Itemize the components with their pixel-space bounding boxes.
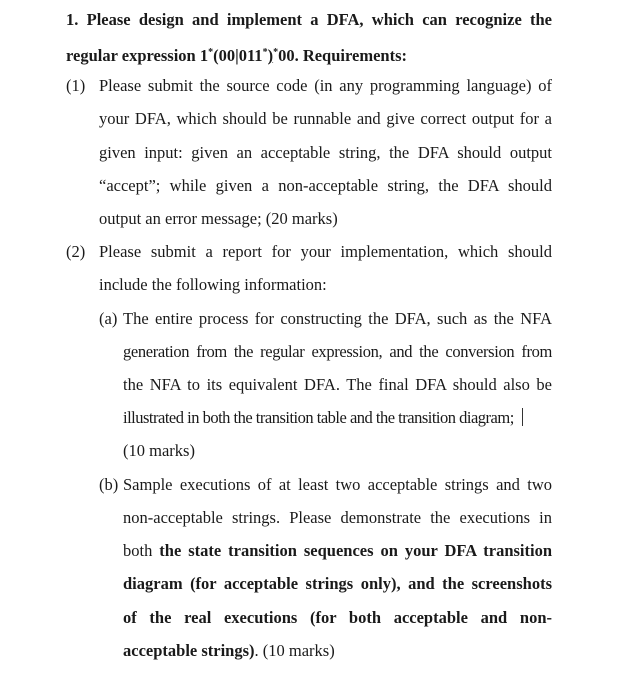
question-number: 1.: [66, 10, 79, 29]
req2a-marker: (a): [99, 309, 118, 328]
req1-line-4: “accept”; while given a non-acceptable string, the DFA should: [99, 176, 552, 195]
req2b-line-3: both the state transition sequences on your DFA transition: [123, 541, 553, 560]
req2a-line-3: the NFA to its equivalent DFA. The final DFA should also be: [123, 375, 552, 394]
req2a-line-4: illustrated in both the transition table and the transition diagram;: [123, 408, 523, 428]
req1-marker: (1): [66, 76, 86, 95]
req2b-line-5: of the real executions (for both acceptable and non-: [123, 608, 552, 627]
req1-line-3: given input: given an acceptable string, the DFA should output: [99, 143, 552, 162]
question-title-line-2: regular expression 1*(00|011*)*00. Requirements:: [66, 46, 407, 65]
req2b-line-2: non-acceptable strings. Please demonstrate the executions in: [123, 508, 552, 527]
req2-line-1: Please submit a report for your implementation, which should: [99, 242, 552, 261]
req2b-marker: (b): [99, 475, 119, 494]
req2a-line-5: (10 marks): [123, 441, 195, 460]
text-cursor: [522, 408, 523, 426]
question-title-text: Please design and implement a DFA, which can recognize the: [86, 10, 553, 29]
req1-line-2: your DFA, which should be runnable and give correct output for a: [99, 109, 552, 128]
req2a-line-2: generation from the regular expression, and the conversion from: [123, 342, 552, 361]
req2-line-2: include the following information:: [99, 275, 327, 294]
req2a-line-1: The entire process for constructing the DFA, such as the NFA: [123, 309, 552, 328]
req1-line-5: output an error message; (20 marks): [99, 209, 338, 228]
req1-line-1: Please submit the source code (in any programming language) of: [99, 76, 552, 95]
req2b-line-6: acceptable strings). (10 marks): [123, 641, 335, 660]
question-title-line-1: [66, 10, 552, 30]
req2b-line-1: Sample executions of at least two acceptable strings and two: [123, 475, 552, 494]
req2b-line-4: diagram (for acceptable strings only), and the screenshots: [123, 574, 552, 593]
req2-marker: (2): [66, 242, 86, 261]
